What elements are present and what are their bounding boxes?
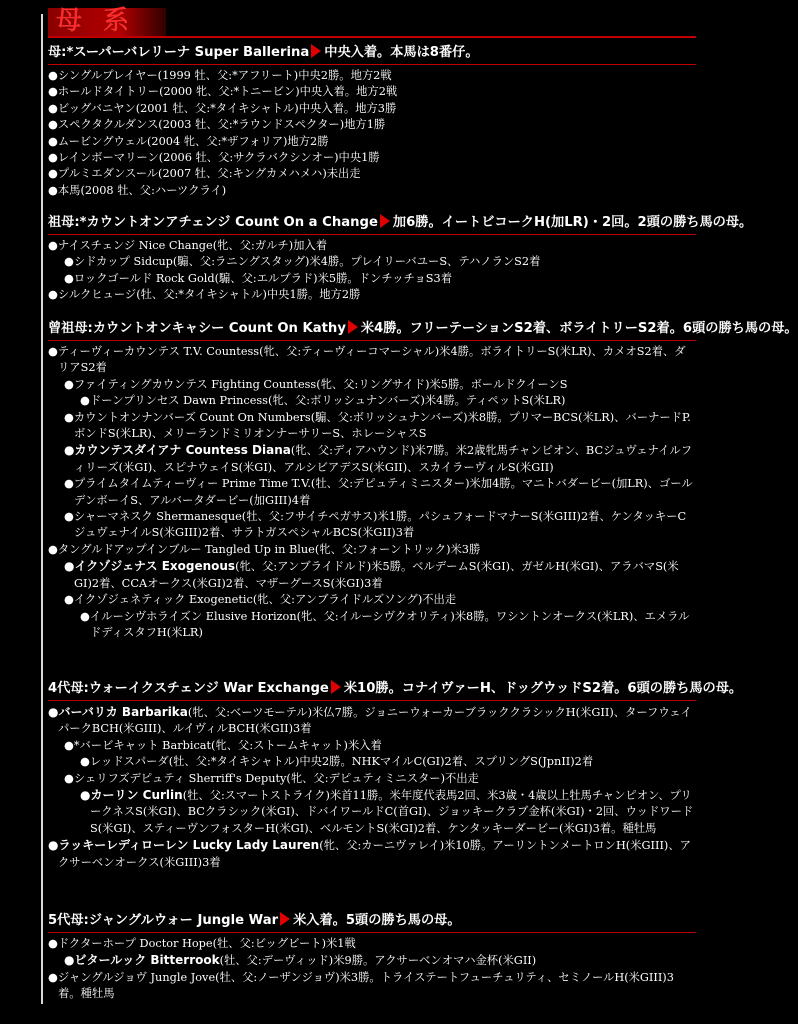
section-dam-record: 中央入着。本馬は8番仔。 bbox=[324, 45, 479, 60]
section-rule bbox=[48, 234, 696, 235]
progeny-text: ●ドーンプリンセス Dawn Princess(牝、父:ボリッシュナンバーズ)米4勝。ティペットS(米LR) bbox=[80, 394, 566, 408]
section-heading bbox=[48, 320, 798, 338]
triangle-arrow-icon bbox=[311, 44, 321, 58]
progeny-text: ●ティーヴィーカウンテス T.V. Countess(牝、父:ティーヴィーコマーシャル)米4勝。ボライトリーS(米LR)、カメオS2着、ダリアS2着 bbox=[48, 345, 686, 375]
progeny-text: ●ドクターホープ Doctor Hope(牡、父:ビッグビート)米1戦 bbox=[48, 937, 356, 950]
section-dam-name: 母:*スーパーバレリーナ Super Ballerina bbox=[48, 45, 310, 60]
progeny-text: (牝、父:ディアハウンド)米7勝。米2歳牝馬チャンピオン、BCジュヴェナイルフィリーズ(米GI)、スピナウェイS(米GI)、アルシビアデスS(米GII)、スカイラーヴィルS(米GII) bbox=[74, 444, 692, 474]
progeny-entry bbox=[48, 150, 696, 166]
progeny-name-bold: ●カーリン Curlin bbox=[80, 788, 183, 803]
progeny-entry bbox=[48, 84, 696, 100]
page-title: 母 系 bbox=[56, 6, 136, 36]
progeny-name-bold: ●ラッキーレディローレン Lucky Lady Lauren bbox=[48, 838, 320, 853]
progeny-entry bbox=[48, 238, 696, 254]
progeny-name-bold: ●カウンテスダイアナ Countess Diana bbox=[64, 443, 291, 458]
progeny-text: ●イルーシヴホライズン Elusive Horizon(牝、父:イルーシヴクオリティ)米8勝。ワシントンオークス(米LR)、エメラルドディスタフH(米LR) bbox=[80, 609, 690, 639]
progeny-entry bbox=[48, 771, 696, 787]
section-rule bbox=[48, 340, 696, 341]
section-rule bbox=[48, 932, 696, 933]
section-dam-name: 4代母:ウォーイクスチェンジ War Exchange bbox=[48, 681, 329, 696]
progeny-text: ●シャーマネスク Shermanesque(牡、父:フサイチペガサス)米1勝。パシュフォードマナーS(米GIII)2着、ケンタッキーCジュヴェナイルS(米GIII)2着、サラトガスペシャルBCS(米GII)3着 bbox=[64, 510, 687, 540]
progeny-entry bbox=[48, 166, 696, 182]
progeny-entry bbox=[48, 704, 696, 738]
progeny-text: ●プルミエダンスール(2007 牡、父:キングカメハメハ)未出走 bbox=[48, 167, 361, 181]
progeny-entry bbox=[48, 970, 696, 1003]
progeny-text: ●レッドスパーダ(牡、父:*タイキシャトル)中央2勝。NHKマイルC(GI)2着、スプリングS(JpnII)2着 bbox=[80, 755, 594, 769]
pedigree-section bbox=[48, 44, 696, 199]
section-heading bbox=[48, 44, 696, 62]
section-dam-name: 祖母:*カウントオンアチェンジ Count On a Change bbox=[48, 215, 378, 230]
progeny-text: ●カウントオンナンバーズ Count On Numbers(騸、父:ボリッシュナンバーズ)米8勝。プリマーBCS(米LR)、バーナードP.ボンドS(米LR)、メリーランドミリオンナーサリーS、ホレーシャスS bbox=[64, 410, 691, 441]
progeny-entry bbox=[48, 183, 696, 199]
section-dam-record: 加6勝。イートビコークH(加LR)・2回。2頭の勝ち馬の母。 bbox=[392, 215, 753, 230]
triangle-arrow-icon bbox=[348, 320, 358, 334]
progeny-entry bbox=[48, 936, 696, 952]
progeny-entry bbox=[48, 393, 696, 409]
progeny-entry bbox=[48, 254, 696, 270]
section-heading bbox=[48, 912, 696, 930]
progeny-text: ●*バービキャット Barbicat(牝、父:ストームキャット)米入着 bbox=[64, 738, 382, 752]
progeny-entry bbox=[48, 542, 696, 558]
progeny-text: ●イクゾジェネティック Exogenetic(牝、父:アンブライドルズソング)不出走 bbox=[64, 593, 457, 607]
progeny-text: ●タングルドアップインブルー Tangled Up in Blue(牝、父:フォーントリック)米3勝 bbox=[48, 542, 481, 556]
progeny-text: ●プライムタイムティーヴィー Prime Time T.V.(牡、父:デピュティミニスター)米加4勝。マニトバダービー(加LR)、ゴールデンボーイS、アルバータダービー(加GIII)4着 bbox=[64, 477, 693, 507]
progeny-entry bbox=[48, 837, 696, 871]
progeny-entry bbox=[48, 754, 696, 770]
progeny-entry bbox=[48, 101, 696, 117]
progeny-text: (牝、父:ベーツモーテル)米仏7勝。ジョニーウォーカーブラッククラシックH(米GII)、ターフウェイパークBCH(米GIII)、ルイヴィルBCH(米GII)3着 bbox=[58, 706, 692, 736]
progeny-text: ●ロックゴールド Rock Gold(騸、父:エルプラド)米5勝。ドンチッチョS3着 bbox=[64, 271, 452, 285]
section-rule bbox=[48, 64, 696, 65]
progeny-text: ●シルクヒュージ(牡、父:*タイキシャトル)中央1勝。地方2勝 bbox=[48, 288, 361, 302]
progeny-entry bbox=[48, 410, 696, 443]
section-rule bbox=[48, 700, 696, 701]
title-bar bbox=[48, 6, 696, 36]
section-dam-record: 米4勝。フリーテーションS2着、ボライトリーS2着。6頭の勝ち馬の母。 bbox=[360, 321, 798, 336]
pedigree-section bbox=[48, 320, 798, 641]
progeny-entry bbox=[48, 271, 696, 287]
progeny-entry bbox=[48, 592, 696, 608]
progeny-entry bbox=[48, 476, 696, 509]
progeny-text: ●シングルプレイヤー(1999 牡、父:*アフリート)中央2勝。地方2戦 bbox=[48, 69, 392, 82]
progeny-text: ●スペクタクルダンス(2003 牡、父:*ラウンドスペクター)地方1勝 bbox=[48, 118, 386, 132]
pedigree-section bbox=[48, 912, 696, 1003]
pedigree-section bbox=[48, 214, 753, 304]
progeny-text: (牡、父:デーヴィッド)米9勝。アクサーベンオマハ金杯(米GII) bbox=[219, 954, 537, 968]
progeny-name-bold: ●バーバリカ Barbarika bbox=[48, 705, 188, 719]
progeny-entry bbox=[48, 117, 696, 133]
progeny-text: ●ホールドタイトリー(2000 牝、父:*トニービン)中央入着。地方2戦 bbox=[48, 85, 398, 99]
progeny-entry bbox=[48, 377, 696, 393]
progeny-entry bbox=[48, 787, 696, 837]
progeny-text: ●シドカップ Sidcup(騸、父:ラニングスタッグ)米4勝。プレイリーバユーS、テハノランS2着 bbox=[64, 255, 541, 269]
progeny-name-bold: ●ビタールック Bitterrook bbox=[64, 953, 220, 968]
progeny-text: ●ビッグバニヤン(2001 牡、父:*タイキシャトル)中央入着。地方3勝 bbox=[48, 101, 397, 115]
progeny-entry bbox=[48, 68, 696, 84]
triangle-arrow-icon bbox=[331, 680, 341, 694]
triangle-arrow-icon bbox=[280, 912, 290, 926]
progeny-text: (牡、父:スマートストライク)米首11勝。米年度代表馬2回、米3歳・4歳以上牡馬チャンピオン、プリークネスS(米GI)、BCクラシック(米GI)、ドバイワールドC(首GI)、ジョッキークラブ金杯(米GI)・2回、ウッドワードS(米GI)、スティーヴンフォスターH(米GI)、ベルモントS(米GI)2着、ケンタッキーダービー(米GI)3着。種牡馬 bbox=[90, 789, 694, 835]
progeny-text: ●ジャングルジョヴ Jungle Jove(牡、父:ノーザンジョヴ)米3勝。トライステートフューチュリティ、セミノールH(米GIII)3着。種牡馬 bbox=[48, 970, 674, 1001]
progeny-entry bbox=[48, 344, 696, 377]
section-heading bbox=[48, 680, 743, 698]
progeny-text: ●ナイスチェンジ Nice Change(牝、父:ガルチ)加入着 bbox=[48, 239, 328, 252]
progeny-entry bbox=[48, 558, 696, 592]
progeny-text: ●レインボーマリーン(2006 牡、父:サクラバクシンオー)中央1勝 bbox=[48, 151, 380, 165]
progeny-name-bold: ●イクゾジェナス Exogenous bbox=[64, 559, 236, 574]
progeny-entry bbox=[48, 287, 696, 303]
pedigree-section bbox=[48, 680, 743, 871]
progeny-entry bbox=[48, 738, 696, 754]
left-border-line bbox=[41, 14, 43, 1004]
progeny-entry bbox=[48, 952, 696, 969]
progeny-entry bbox=[48, 442, 696, 476]
title-underline bbox=[48, 36, 696, 38]
progeny-text: ●ファイティングカウンテス Fighting Countess(牝、父:リングサイド)米5勝。ボールドクイーンS bbox=[64, 377, 568, 391]
section-dam-record: 米10勝。コナイヴァーH、ドッグウッドS2着。6頭の勝ち馬の母。 bbox=[343, 681, 743, 696]
progeny-text: ●本馬(2008 牡、父:ハーツクライ) bbox=[48, 183, 227, 197]
progeny-text: ●シェリフズデピュティ Sherriff's Deputy(牝、父:デピュティミニスター)不出走 bbox=[64, 771, 479, 785]
section-heading bbox=[48, 214, 753, 232]
progeny-text: (牝、父:アンブライドルド)米5勝。ベルデームS(米GI)、ガゼルH(米GI)、アラバマS(米GI)2着、CCAオークス(米GI)2着、マザーグースS(米GI)3着 bbox=[74, 560, 679, 590]
progeny-text: ●ムービングウェル(2004 牝、父:*ザフォリア)地方2勝 bbox=[48, 134, 329, 148]
progeny-entry bbox=[48, 609, 696, 642]
section-dam-name: 5代母:ジャングルウォー Jungle War bbox=[48, 913, 279, 928]
progeny-entry bbox=[48, 134, 696, 150]
progeny-entry bbox=[48, 509, 696, 542]
section-dam-record: 米入着。5頭の勝ち馬の母。 bbox=[293, 913, 461, 928]
section-dam-name: 曾祖母:カウントオンキャシー Count On Kathy bbox=[48, 321, 346, 336]
progeny-text: (牝、父:カーニヴァレイ)米10勝。アーリントンメートロンH(米GIII)、アクサーベンオークス(米GIII)3着 bbox=[58, 839, 691, 869]
triangle-arrow-icon bbox=[380, 214, 390, 228]
